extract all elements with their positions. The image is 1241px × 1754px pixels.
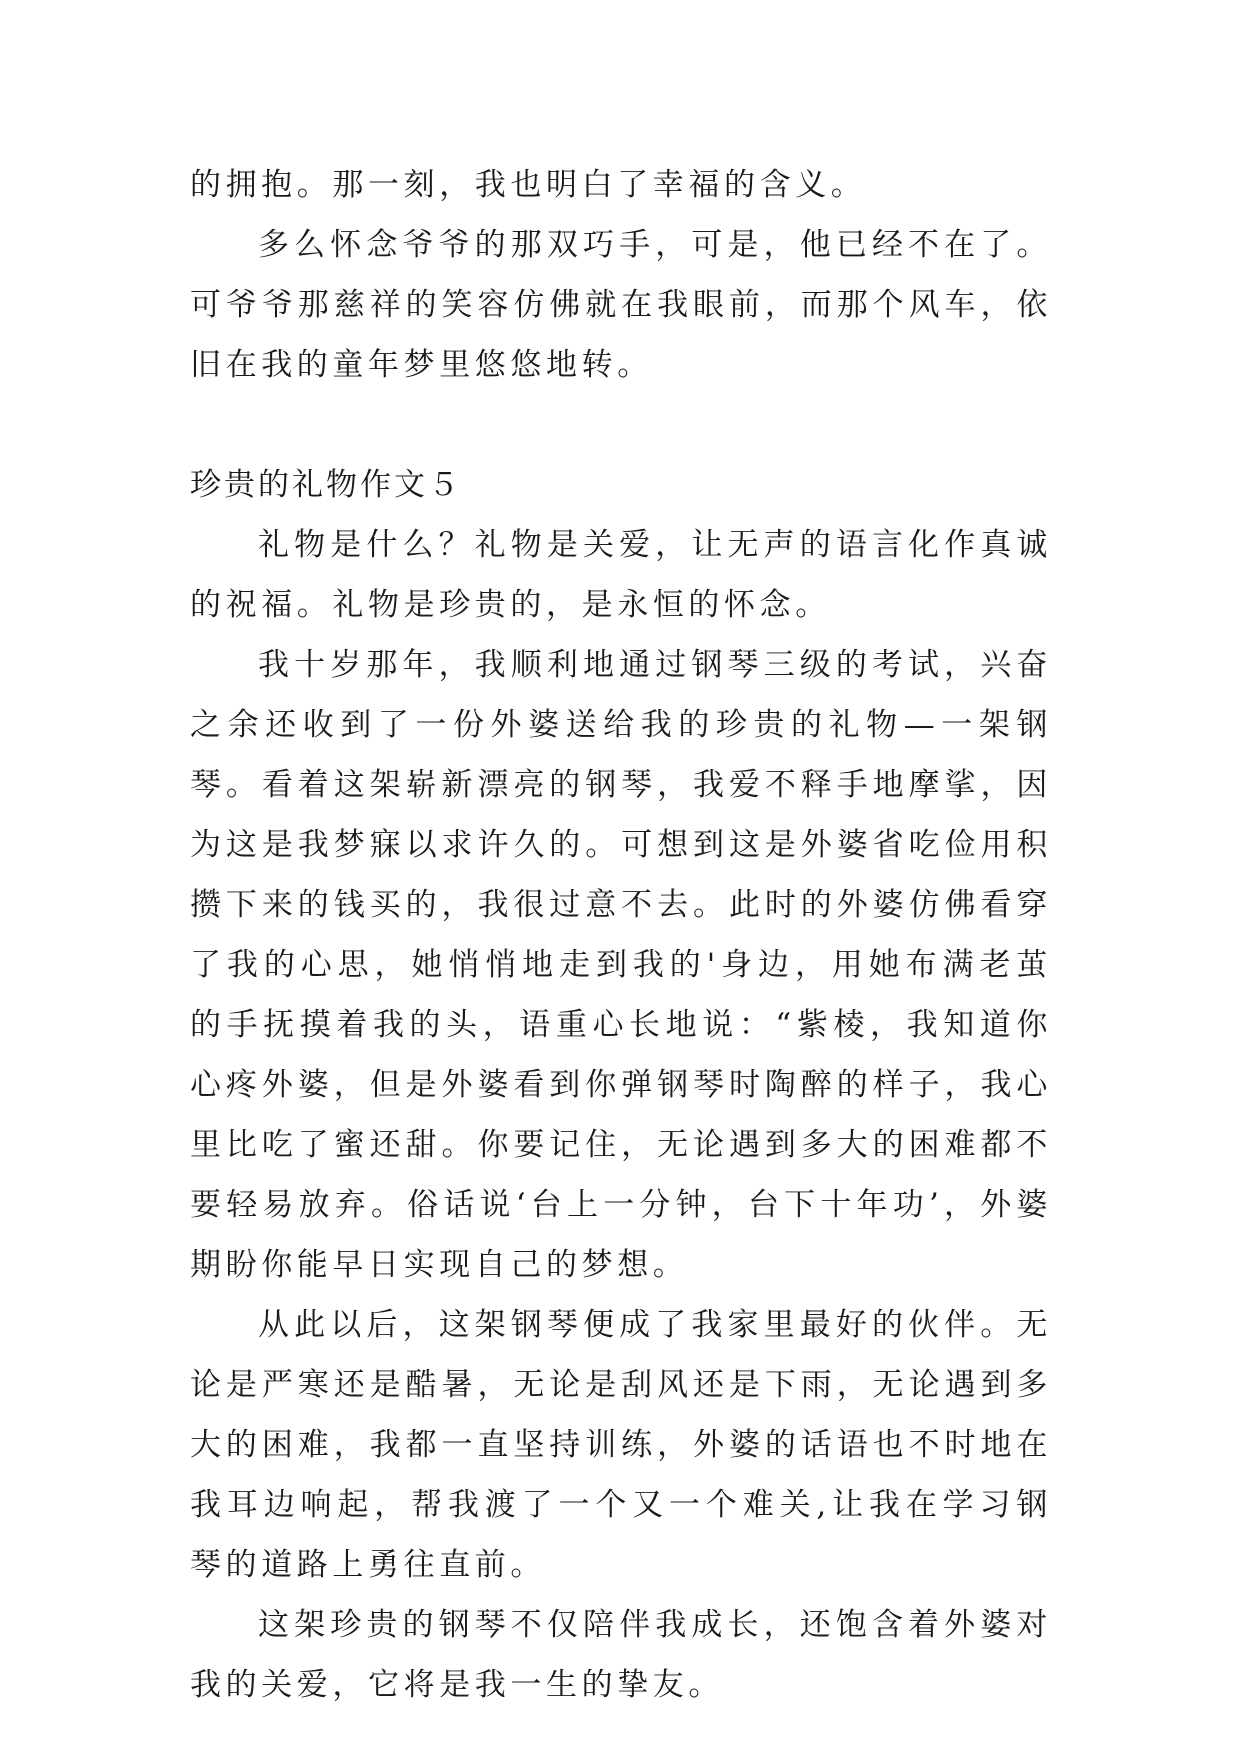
section-heading: 珍贵的礼物作文５ bbox=[190, 467, 462, 503]
paragraph-grandpa-windmill: 多么怀念爷爷的那双巧手，可是，他已经不在了。可爷爷那慈祥的笑容仿佛就在我眼前，而那个风车，依旧在我的童年梦里悠悠地转。 bbox=[190, 227, 1052, 383]
paragraph-what-is-gift: 礼物是什么？礼物是关爱，让无声的语言化作真诚的祝福。礼物是珍贵的，是永恒的怀念。 bbox=[190, 527, 1052, 623]
paragraph-continuation: 的拥抱。那一刻，我也明白了幸福的含义。 bbox=[190, 167, 867, 203]
paragraph-practice: 从此以后，这架钢琴便成了我家里最好的伙伴。无论是严寒还是酷暑，无论是刮风还是下雨，无论遇到多大的困难，我都一直坚持训练，外婆的话语也不时地在我耳边响起，帮我渡了一个又一个难关,让我在学习钢琴的道路上勇往直前。 bbox=[190, 1307, 1052, 1583]
paragraph-conclusion: 这架珍贵的钢琴不仅陪伴我成长，还饱含着外婆对我的关爱，它将是我一生的挚友。 bbox=[190, 1607, 1052, 1703]
paragraph-piano-gift: 我十岁那年，我顺利地通过钢琴三级的考试，兴奋之余还收到了一份外婆送给我的珍贵的礼物—一架钢琴。看着这架崭新漂亮的钢琴，我爱不释手地摩挲，因为这是我梦寐以求许久的。可想到这是外婆省吃俭用积攒下来的钱买的，我很过意不去。此时的外婆仿佛看穿了我的心思，她悄悄地走到我的'身边，用她布满老茧的手抚摸着我的头，语重心长地说：“紫棱，我知道你心疼外婆，但是外婆看到你弹钢琴时陶醉的样子，我心里比吃了蜜还甜。你要记住，无论遇到多大的困难都不要轻易放弃。俗话说‘台上一分钟，台下十年功’，外婆期盼你能早日实现自己的梦想。 bbox=[190, 647, 1052, 1283]
document-page bbox=[190, 155, 1052, 1715]
